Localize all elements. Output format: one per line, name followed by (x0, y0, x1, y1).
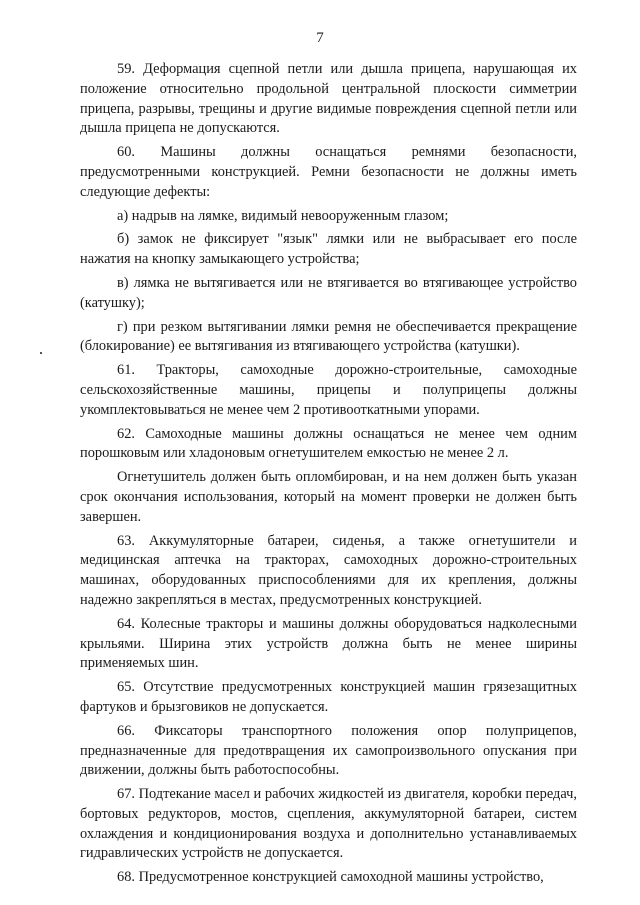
scan-speck (40, 352, 42, 354)
list-item-b: б) замок не фиксирует "язык" лямки или не выбрасывает его после нажатия на кнопку замыкающего устройства; (80, 231, 577, 268)
paragraph-62-extinguisher: Огнетушитель должен быть опломбирован, и на нем должен быть указан срок окончания использования, который на момент проверки не должен быть завершен. (80, 469, 577, 525)
paragraph-62: 62. Самоходные машины должны оснащаться не менее чем одним порошковым или хладоновым огнетушителем емкостью не менее 2 л. (80, 425, 577, 462)
paragraph-66: 66. Фиксаторы транспортного положения опор полуприцепов, предназначенные для предотвращения их самопроизвольного опускания при движении, должны быть работоспособны. (80, 722, 577, 779)
paragraph-59: 59. Деформация сцепной петли или дышла прицепа, нарушающая их положение относительно продольной центральной плоскости симметрии прицепа, разрывы, трещины и другие видимые повреждения сцепной петли или дышла прицепа не допускаются. (80, 61, 577, 137)
paragraph-67: 67. Подтекание масел и рабочих жидкостей из двигателя, коробки передач, бортовых редукторов, мостов, сцепления, аккумуляторной батареи, систем охлаждения и кондиционирования воздуха и дополнительно устанавливаемых гидравлических устройств не допускается. (80, 786, 577, 862)
list-item-v: в) лямка не вытягивается или не втягивается во втягивающее устройство (катушку); (80, 274, 577, 311)
list-item-g: г) при резком вытягивании лямки ремня не обеспечивается прекращение (блокирование) ее вытягивания из втягивающего устройства (катушки). (80, 318, 577, 355)
paragraph-65: 65. Отсутствие предусмотренных конструкцией машин грязезащитных фартуков и брызговиков не допускается. (80, 679, 577, 715)
document-body (80, 60, 577, 888)
page-number: 7 (316, 30, 324, 46)
paragraph-68: 68. Предусмотренное конструкцией самоходной машины устройство, (117, 869, 544, 886)
paragraph-63: 63. Аккумуляторные батареи, сиденья, а также огнетушители и медицинская аптечка на тракторах, самоходных дорожно-строительных машинах, оборудованных приспособлениями для их крепления, должны надежно закрепляться в местах, предусмотренных конструкцией. (80, 532, 577, 608)
paragraph-64: 64. Колесные тракторы и машины должны оборудоваться надколесными крыльями. Ширина этих устройств должна быть не менее ширины применяемых шин. (80, 615, 577, 672)
paragraph-60: 60. Машины должны оснащаться ремнями безопасности, предусмотренными конструкцией. Ремни безопасности не должны иметь следующие дефекты: (80, 144, 577, 200)
list-item-a: а) надрыв на лямке, видимый невооруженным глазом; (117, 207, 449, 224)
paragraph-61: 61. Тракторы, самоходные дорожно-строительные, самоходные сельскохозяйственные машины, прицепы и полуприцепы должны укомплектовываться не менее чем 2 противооткатными упорами. (80, 362, 577, 418)
